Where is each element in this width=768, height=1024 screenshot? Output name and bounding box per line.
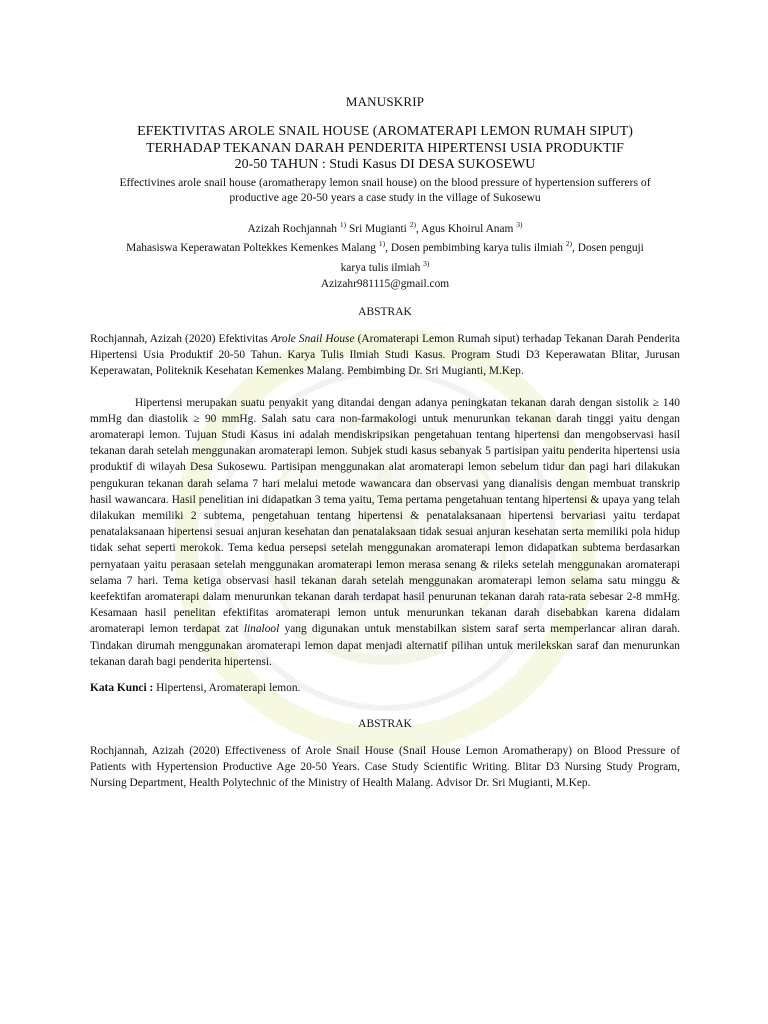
english-title-line-2: productive age 20-50 years a case study in the village of Sukosewu: [229, 190, 541, 204]
abstract-body-part-1: Hipertensi merupakan suatu penyakit yang ditandai dengan adanya peningkatan tekanan darah dengan sistolik ≥ 140 mmHg dan diastolik ≥ 90 mmHg. Salah satu cara non-farmakologi untuk menurunkan tekanan darah tinggi yaitu dengan aromaterapi lemon. Tujuan Studi Kasus ini adalah mendiskripsikan pengetahuan tentang hipertensi dan mengobservasi hasil tekanan darah setelah menggunakan aromaterapi lemon. Subjek studi kasus sebanyak 5 partisipan yaitu penderita hipertensi usia produktif di wilayah Desa Sukosewu. Partisipan menggunakan alat aromaterapi lemon sebelum tidur dan pagi hari dilakukan pengukuran tekanan darah selama 7 hari melalui metode wawancara dan observasi yang dianalisis dengan membuat transkrip hasil wawancara. Hasil penelitian ini didapatkan 3 tema yaitu, Tema pertama pengetahuan tentang hipertensi & upaya yang telah dilakukan memiliki 2 subtema, pengetahuan tentang hipertensi & penatalaksanaan hipertensi bervariasi yaitu terdapat penatalaksanaan hipertensi sesuai anjuran kesehatan dan penatalaksaan tidak sesuai anjuran kesehatan serta memiliki pola hidup tidak sehat seperti merokok. Tema kedua persepsi setelah menggunakan aromaterapi lemon didapatkan subtema berdasarkan pernyataan yaitu perasaan setelah menggunakan aromaterapi lemon merasa senang & rileks setelah menggunakan aromaterapi selama 7 hari. Tema ketiga observasi hasil tekanan darah setelah menggunakan aromaterapi lemon selama satu minggu & keefektifan aromaterapi dalam menurunkan tekanan darah terdapat hasil penurunan tekanan darah rata-rata sebesar 2-8 mmHg. Kesamaan hasil penelitan efektifitas aromaterapi lemon untuk menurunkan tekanan darah disebabkan karena didalam aromaterapi lemon terdapat zat: [90, 396, 680, 636]
title-line-3: 20-50 TAHUN : Studi Kasus DI DESA SUKOSEWU: [234, 157, 536, 172]
citation-id-part-1: Rochjannah, Azizah (2020) Efektivitas: [90, 332, 271, 345]
keywords-value: Hipertensi, Aromaterapi lemon.: [153, 681, 301, 694]
manuscript-page: [90, 90, 680, 792]
affiliation-3: , Dosen penguji: [572, 242, 644, 255]
title-line-1: EFEKTIVITAS AROLE SNAIL HOUSE (AROMATERAPI LEMON RUMAH SIPUT): [137, 124, 633, 139]
abstract-heading-id: ABSTRAK: [358, 305, 412, 318]
affiliation-4-mark: 3): [423, 259, 430, 269]
affiliation-1: Mahasiswa Keperawatan Poltekkes Kemenkes Malang: [126, 242, 377, 255]
affiliation-1-mark: 1): [378, 239, 386, 249]
abstract-body-part-2: yang digunakan untuk menstabilkan sistem saraf serta memperlancar aliran darah. Tindakan dirumah menggunakan aromaterapi lemon dapat menjadi alternatif pilihan untuk merilekskan saraf dan menurunkan tekanan darah bagi penderita hipertensi.: [90, 623, 681, 668]
paper-title: [90, 124, 680, 174]
author-1-mark: 1): [339, 219, 347, 229]
affiliations: [90, 236, 680, 276]
affiliation-2: , Dosen pembimbing karya tulis ilmiah: [385, 242, 563, 255]
author-2: Sri Mugianti: [348, 222, 407, 235]
abstract-body-id: [90, 395, 680, 670]
author-3-mark: 3): [516, 219, 523, 229]
author-3: , Agus Khoirul Anam: [415, 222, 514, 235]
author-list: [90, 217, 680, 237]
keywords: [90, 682, 680, 694]
english-title-line-1: Effectivines arole snail house (aromatherapy lemon snail house) on the blood pressure of hypertension sufferers of: [119, 175, 651, 189]
manuscript-label: MANUSKRIP: [345, 94, 425, 109]
author-email: Azizahr981115@gmail.com: [320, 277, 450, 290]
author-1: Azizah Rochjannah: [247, 222, 337, 235]
author-2-mark: 2): [409, 219, 416, 229]
abstract-citation-id: [90, 331, 680, 380]
abstract-body-italic: linalool: [243, 623, 280, 636]
keywords-label: Kata Kunci :: [90, 681, 154, 694]
abstract-heading-en: ABSTRAK: [358, 717, 412, 730]
abstract-citation-en: Rochjannah, Azizah (2020) Effectiveness of Arole Snail House (Snail House Lemon Aromatherapy) on Blood Pressure of Patients with Hypertension Productive Age 20-50 Years. Case Study Scientific Writing. Blitar D3 Nursing Study Program, Nursing Department, Health Polytechnic of the Ministry of Health Malang. Advisor Dr. Sri Mugianti, M.Kep.: [90, 744, 680, 790]
citation-id-part-2: (Aromaterapi Lemon Rumah siput) terhadap Tekanan Darah Penderita Hipertensi Usia Produktif 20-50 Tahun. Karya Tulis Ilmiah Studi Kasus. Program Studi D3 Keperawatan Blitar, Jurusan Keperawatan, Politeknik Kesehatan Kemenkes Malang. Pembimbing Dr. Sri Mugianti, M.Kep.: [90, 332, 680, 378]
citation-id-italic: Arole Snail House: [270, 332, 355, 345]
affiliation-4: karya tulis ilmiah: [340, 261, 421, 274]
title-line-2: TERHADAP TEKANAN DARAH PENDERITA HIPERTENSI USIA PRODUKTIF: [146, 140, 624, 156]
affiliation-2-mark: 2): [565, 239, 573, 249]
english-title: [90, 175, 680, 205]
